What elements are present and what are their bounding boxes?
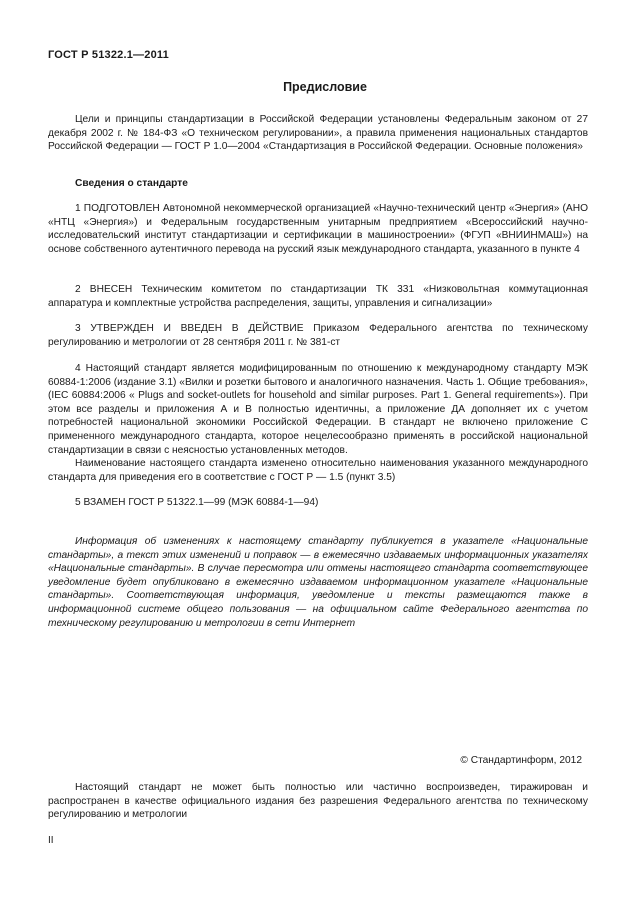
page-number: II — [48, 835, 54, 846]
changes-info-section — [48, 535, 588, 630]
standard-info-item-4 — [48, 362, 588, 484]
standard-info-item-5 — [48, 496, 588, 510]
intro-paragraph: Цели и принципы стандартизации в Российской Федерации установлены Федеральным законом от 27 декабря 2002 г. № 184-ФЗ «О техническом регулировании», а правила применения национальных стандартов Российской Федерации — ГОСТ Р 1.0—2004 «Стандартизация в Российской Федерации. Основные положения» — [48, 114, 588, 153]
standard-info-item-2 — [48, 283, 588, 310]
reproduction-notice-paragraph: Настоящий стандарт не может быть полностью или частично воспроизведен, тиражирован и распространен в качестве официального издания без разрешения Федерального агентства по техническому регулированию и метрологии — [48, 782, 588, 821]
document-id: ГОСТ Р 51322.1—2011 — [48, 49, 169, 61]
item-1-paragraph: 1 ПОДГОТОВЛЕН Автономной некоммерческой организацией «Научно-технический центр «Энергия» (АНО «НТЦ «Энергия») и Федеральным государственным унитарным предприятием «Всероссийский научно-исследовательский институт стандартизации и сертификации в машиностроении» (ФГУП «ВНИИНМАШ») на основе собственного аутентичного перевода на русский язык международного стандарта, указанного в пункте 4 — [48, 203, 588, 255]
intro-section — [48, 113, 588, 154]
reproduction-notice — [48, 781, 588, 822]
item-4-paragraph: 4 Настоящий стандарт является модифицированным по отношению к международному стандарту МЭК 60884-1:2006 (издание 3.1) «Вилки и розетки бытового и аналогичного назначения. Часть 1. Общие требования», (IEC 60884:2006 « Plugs and socket-outlets for household and similar purposes. Part 1. General requirements»). При этом все разделы и приложения А и В полностью идентичны, а приложение ДА дополняет их с учетом потребностей национальной экономики Российской Федерации. В стандарт не включено приложение С примененного международного стандарта, которое нецелесообразно применять в российской национальной стандартизации в связи с неясностью установленных методов. — [48, 363, 588, 456]
standard-info-heading: Сведения о стандарте — [75, 178, 188, 189]
page-title: Предисловие — [283, 80, 367, 94]
standard-info-item-1 — [48, 202, 588, 256]
standard-info-item-3 — [48, 322, 588, 349]
item-3-paragraph: 3 УТВЕРЖДЕН И ВВЕДЕН В ДЕЙСТВИЕ Приказом Федерального агентства по техническому регулированию и метрологии от 28 сентября 2011 г. № 381-ст — [48, 323, 588, 348]
changes-info-paragraph: Информация об изменениях к настоящему стандарту публикуется в указателе «Национальные стандарты», а текст этих изменений и поправок — в ежемесячно издаваемых информационных указателях «Национальные стандарты». В случае пересмотра или отмены настоящего стандарта соответствующее уведомление будет опубликовано в ежемесячно издаваемом информационном указателе «Национальные стандарты». Соответствующая информация, уведомление и тексты размещаются также в информационной системе общего пользования — на официальном сайте Федерального агентства по техническому регулированию и метрологии в сети Интернет — [48, 536, 588, 629]
item-4-note: Наименование настоящего стандарта изменено относительно наименования указанного международного стандарта для приведения его в соответствие с ГОСТ Р — 1.5 (пункт 3.5) — [48, 458, 588, 483]
copyright-line: © Стандартинформ, 2012 — [460, 755, 582, 766]
item-5-paragraph: 5 ВЗАМЕН ГОСТ Р 51322.1—99 (МЭК 60884-1—94) — [75, 497, 319, 508]
item-2-paragraph: 2 ВНЕСЕН Техническим комитетом по стандартизации ТК 331 «Низковольтная коммутационная аппаратура и комплектные устройства распределения, защиты, управления и сигнализации» — [48, 284, 588, 309]
